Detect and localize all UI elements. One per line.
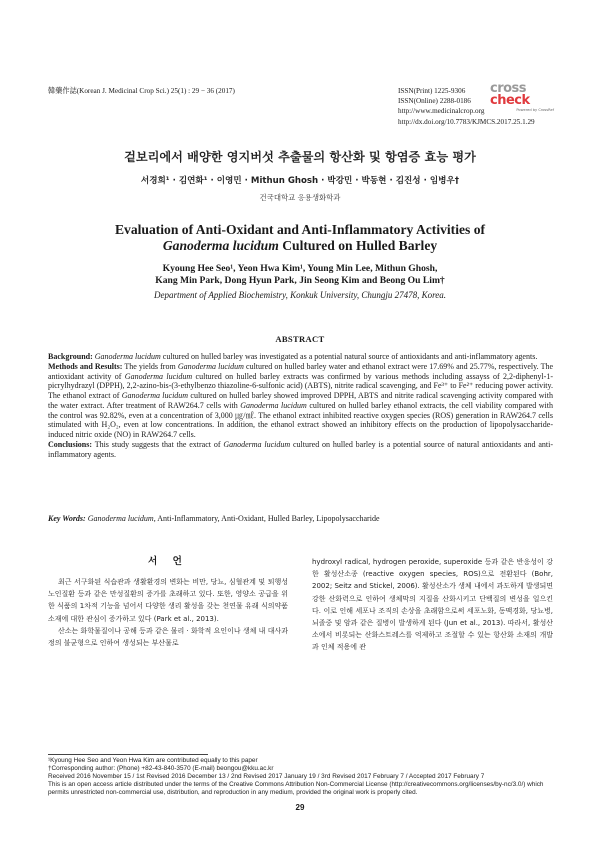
conclusions-text: cultured on hulled barley is a potential source of natural antioxidants and anti-inflammatory agents. bbox=[48, 439, 553, 459]
english-title-line2 bbox=[0, 238, 600, 254]
korean-title: 겉보리에서 배양한 영지버섯 추출물의 항산화 및 항염증 효능 평가 bbox=[124, 150, 476, 164]
english-title-line1: Evaluation of Anti-Oxidant and Anti-Inflammatory Activities of bbox=[114, 222, 486, 237]
english-authors-line1: Kyoung Hee Seo¹, Yeon Hwa Kim¹, Young Min Lee, Mithun Ghosh, bbox=[162, 263, 438, 274]
background-label: Background: bbox=[48, 352, 93, 361]
methods-text: cultured on hulled barley ethanol extracts, the cell viability compared with the control was 92.82%, even at a concentration of 3,000 ㎍/㎖. The ethanol extract inhibited reactive oxygen species (ROS) generation in RAW264.7 cells stimulated with H₂O₂, even at low concentrations. In addition, the ethanol extract showed an inhibitory effects on the production of lipopolysaccharide-induced nitric oxide (NO) in RAW264.7 cells. bbox=[48, 400, 553, 439]
body-column-left bbox=[48, 576, 288, 649]
conclusions-species: Ganoderma lucidum bbox=[223, 439, 291, 449]
crossmark-text-cross: cross bbox=[490, 81, 527, 96]
abstract-background bbox=[48, 352, 553, 362]
english-title-line2-rest: Cultured on Hulled Barley bbox=[278, 238, 438, 253]
conclusions-label: Conclusions: bbox=[48, 439, 93, 449]
methods-species: Ganoderma lucidum bbox=[124, 371, 193, 381]
methods-species: Ganoderma lucidum bbox=[177, 361, 244, 371]
crossmark-text-check: check bbox=[490, 93, 530, 108]
issn-print: ISSN(Print) 1225-9306 bbox=[398, 87, 466, 95]
footnote-equal-contribution: ¹Kyoung Hee Seo and Yeon Hwa Kim are contributed equally to this paper bbox=[48, 757, 258, 764]
crossmark-subtext: Powered by CrossRef bbox=[516, 108, 554, 112]
section-title-introduction: 서 언 bbox=[148, 556, 188, 567]
footnote-license: This is an open access article distributed under the terms of the Creative Commons Attribution Non-Commercial License (http://creativecommons.org/licenses/by-nc/3.0/) which permits unrestricted non-commercial use, distribution, and reproduction in any medium, provided the original work is properly cited. bbox=[48, 781, 544, 797]
body-paragraph: 산소는 화학물질이나 공해 등과 같은 물리 · 화학적 요인이나 생체 내 대사과정의 불균형으로 인하여 생성되는 부산물로 bbox=[48, 626, 288, 648]
english-affiliation: Department of Applied Biochemistry, Konkuk University, Chungju 27478, Korea. bbox=[154, 290, 446, 300]
keywords-species: Ganoderma lucidum bbox=[87, 514, 154, 523]
methods-species: Ganoderma lucidum bbox=[121, 391, 189, 400]
methods-species: Ganoderma lucidum bbox=[240, 400, 307, 410]
keywords-list: , Anti-Inflammatory, Anti-Oxidant, Hulled Barley, Lipopolysaccharide bbox=[153, 514, 380, 523]
conclusions-text: This study suggests that the extract of bbox=[92, 439, 224, 449]
body-paragraph: 최근 서구화된 식습관과 생활환경의 변화는 비만, 당뇨, 심혈관계 및 퇴행성 노인질환 등과 같은 만성질환의 증가를 초래하고 있다. 또한, 영양소 공급을 위한 식품의 1차적 기능을 넘어서 다양한 생리 활성을 갖는 천연물 유래 식의약품 소재에 대한 관심이 증가하고 있다 (Park et al., 2013). bbox=[48, 578, 288, 623]
journal-citation: 韓藥作誌(Korean J. Medicinal Crop Sci.) 25(1) : 29 − 36 (2017) bbox=[48, 87, 235, 95]
keywords-label: Key Words: bbox=[48, 514, 86, 523]
issn-online: ISSN(Online) 2288-0186 bbox=[398, 97, 471, 106]
background-text: cultured on hulled barley was investigated as a potential natural source of antioxidants and anti-inflammatory agents. bbox=[160, 352, 538, 361]
english-authors bbox=[0, 263, 600, 287]
footnotes bbox=[48, 757, 553, 797]
abstract-body bbox=[48, 352, 553, 459]
methods-label: Methods and Results: bbox=[48, 361, 123, 371]
body-column-right bbox=[312, 556, 553, 654]
crossmark-logo[interactable] bbox=[490, 83, 554, 111]
abstract-methods bbox=[48, 362, 553, 440]
english-title bbox=[0, 222, 600, 254]
methods-text: cultured on hulled barley extracts was confirmed by various methods including assayss of 2,2-diphenyl-1-picrylhydrazyl (DPPH), 2,2-azino-bis-(3-ethylbenzo thiazoline-6-sulfonic acid) (ABTS), nitrite radical scavenging, and Fe³⁺ to Fe²⁺ reducing power activity. The ethanol extract of bbox=[48, 371, 553, 400]
abstract-conclusions bbox=[48, 440, 553, 460]
methods-text: cultured on hulled barley water and ethanol extract were 17.69% and 25.77%, respectively. The antioxidant activity of bbox=[48, 361, 554, 381]
footnote-divider bbox=[48, 754, 208, 755]
background-species: Ganoderma lucidum bbox=[94, 352, 161, 361]
methods-text: cultured on hulled barley showed improved DPPH, ABTS and nitrite radical scavenging activity compared with the water extract. After treatment of RAW264.7 cells with bbox=[48, 391, 553, 410]
page-number: 29 bbox=[295, 803, 305, 812]
abstract-heading: ABSTRACT bbox=[275, 334, 325, 344]
methods-text: The yields from bbox=[122, 361, 178, 371]
footnote-received-dates: Received 2016 November 15 / 1st Revised 2016 December 13 / 2nd Revised 2017 January 19 / 3rd Revised 2017 February 7 / Accepted 2017 February 7 bbox=[48, 773, 485, 781]
journal-website-link[interactable]: http://www.medicinalcrop.org bbox=[398, 107, 485, 116]
body-paragraph: hydroxyl radical, hydrogen peroxide, superoxide 등과 같은 반응성이 강한 활성산소종 (reactive oxygen species, ROS)으로 전환된다 (Bohr, 2002; Seitz and Stickel, 2006). 활성산소가 생체 내에서 과도하게 발생되면 강한 산화력으로 인하여 생체막의 지질을 산화시키고 단백질의 변성을 일으킨다. 이로 인해 세포나 조직의 손상을 초래함으로써 세포노화, 동맥경화, 당뇨병, 뇌졸중 및 암과 같은 질병이 발생하게 된다 (Jun et al., 2013). 따라서, 활성산소에서 비롯되는 산화스트레스를 억제하고 조절할 수 있는 항산화 소재의 개발과 인체 적용에 관 bbox=[312, 558, 553, 652]
doi-link[interactable]: http://dx.doi.org/10.7783/KJMCS.2017.25.1.29 bbox=[398, 117, 535, 126]
keywords bbox=[48, 514, 553, 524]
footnote-corresponding-author: †Corresponding author: (Phone) +82-43-840-3570 (E-mail) beongou@kku.ac.kr bbox=[48, 765, 274, 773]
english-title-species: Ganoderma lucidum bbox=[162, 238, 279, 253]
korean-authors: 서경희¹ · 김연화¹ · 이영민 · Mithun Ghosh · 박강민 · 박동현 · 김진성 · 임병우† bbox=[140, 176, 460, 186]
english-authors-line2: Kang Min Park, Dong Hyun Park, Jin Seong Kim and Beong Ou Lim† bbox=[155, 275, 445, 287]
korean-affiliation: 건국대학교 응용생화학과 bbox=[259, 193, 341, 202]
